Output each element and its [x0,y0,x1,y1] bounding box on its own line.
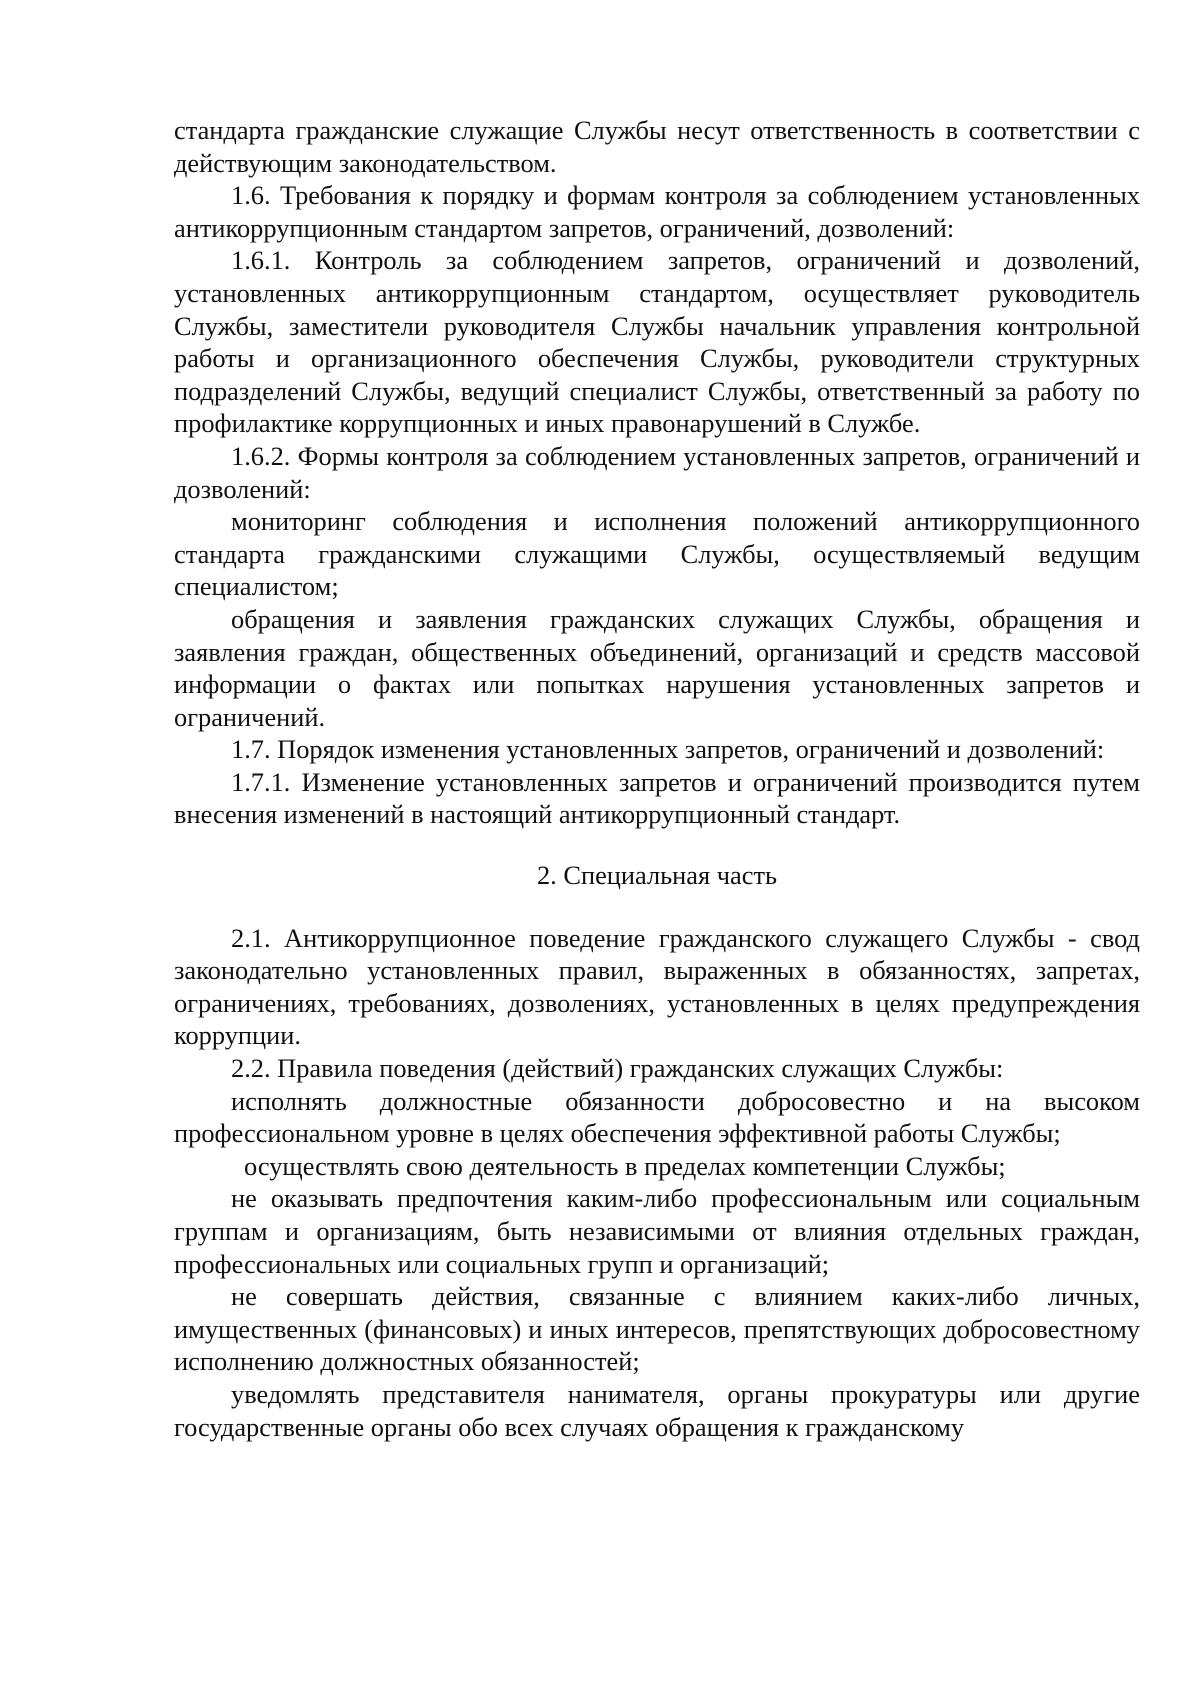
rule-item: исполнять должностные обязанности добросовестно и на высоком профессиональном уровне в целях обеспечения эффективной работы Службы; [174,1085,1140,1149]
paragraph-1-6-1: 1.6.1. Контроль за соблюдением запретов, ограничений и дозволений, установленных антикоррупционным стандартом, осуществляет руководитель Службы, заместители руководителя Службы начальник управления контрольной работы и организационного обеспечения Службы, руководители структурных подразделений Службы, ведущий специалист Службы, ответственный за работу по профилактике коррупционных и иных правонарушений в Службе. [174,245,1140,439]
paragraph-appeals: обращения и заявления гражданских служащих Службы, обращения и заявления граждан, общественных объединений, организаций и средств массовой информации о фактах или попытках нарушения установленных запретов и ограничений. [174,603,1140,732]
paragraph-1-6-2: 1.6.2. Формы контроля за соблюдением установленных запретов, ограничений и дозволений: [174,440,1140,504]
rule-item: уведомлять представителя нанимателя, органы прокуратуры или другие государственные органы обо всех случаях обращения к гражданскому [174,1378,1140,1442]
paragraph-1-7-1: 1.7.1. Изменение установленных запретов и ограничений производится путем внесения изменений в настоящий антикоррупционный стандарт. [174,766,1140,830]
rule-item: не оказывать предпочтения каким-либо профессиональным или социальным группам и организациям, быть независимыми от влияния отдельных граждан, профессиональных или социальных групп и организаций; [174,1183,1140,1279]
paragraph-1-6: 1.6. Требования к порядку и формам контроля за соблюдением установленных антикоррупционным стандартом запретов, ограничений, дозволений: [174,180,1140,243]
paragraph-2-2: 2.2. Правила поведения (действий) гражданских служащих Службы: [231,1053,1004,1084]
rule-item: осуществлять свою деятельность в пределах компетенции Службы; [244,1150,1006,1181]
paragraph-1-7: 1.7. Порядок изменения установленных запретов, ограничений и дозволений: [231,734,1105,765]
section-heading: 2. Специальная часть [536,860,778,891]
paragraph-continuation: стандарта гражданские служащие Службы несут ответственность в соответствии с действующим законодательством. [174,115,1140,178]
paragraph-2-1: 2.1. Антикоррупционное поведение гражданского служащего Службы - свод законодательно установленных правил, выраженных в обязанностях, запретах, ограничениях, требованиях, дозволениях, установленных в целях предупреждения коррупции. [174,922,1140,1051]
document-body [174,114,1140,1443]
paragraph-monitoring: мониторинг соблюдения и исполнения положений антикоррупционного стандарта гражданскими служащими Службы, осуществляемый ведущим специалистом; [174,506,1140,602]
rule-item: не совершать действия, связанные с влиянием каких-либо личных, имущественных (финансовых) и иных интересов, препятствующих добросовестному исполнению должностных обязанностей; [174,1281,1140,1377]
